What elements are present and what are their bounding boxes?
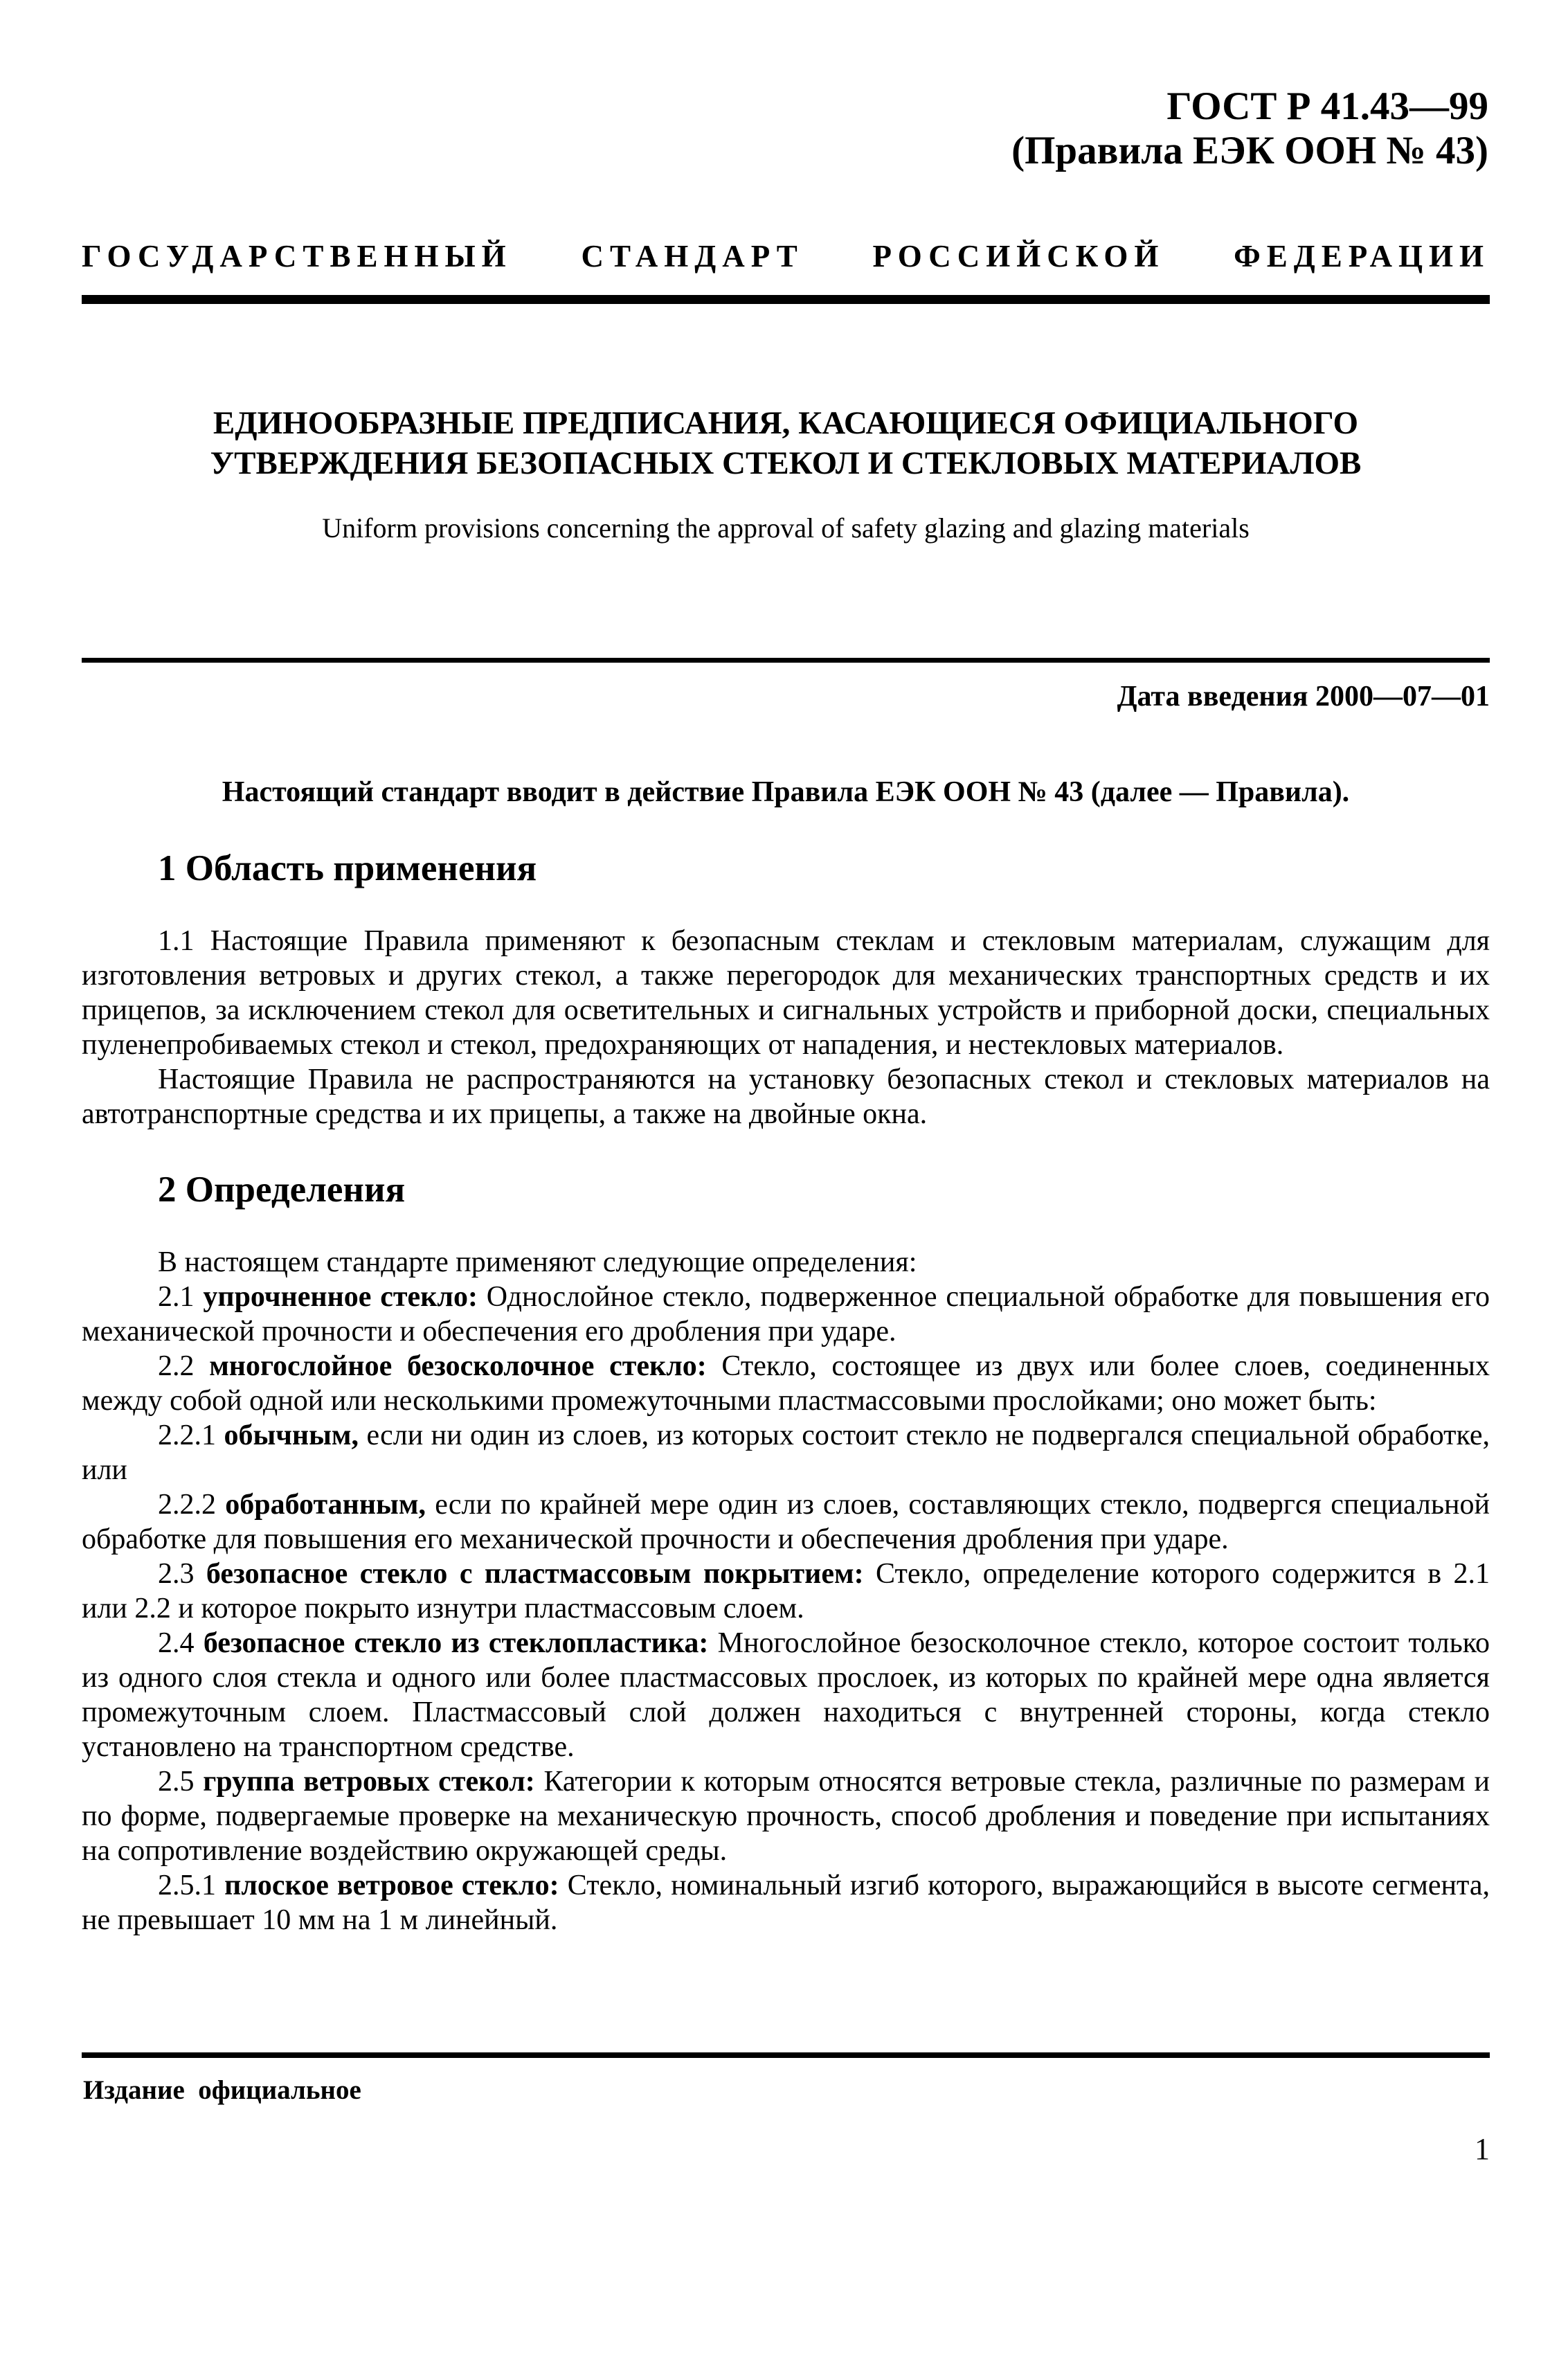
body-text: Стекло, состоящее из двух или более слоев, соединенных между собой одной или несколькими промежуточными пластмассовыми прослойками; оно может быть: xyxy=(82,1350,1490,1417)
defined-term: группа ветровых стекол: xyxy=(203,1766,535,1798)
document-title-ru-line2: УТВЕРЖДЕНИЯ БЕЗОПАСНЫХ СТЕКОЛ И СТЕКЛОВЫХ МАТЕРИАЛОВ xyxy=(210,445,1362,481)
body-text: 2.2 xyxy=(158,1350,210,1382)
body-text: Однослойное стекло, подверженное специальной обработке для повышения его механической прочности и обеспечения его дробления при ударе. xyxy=(82,1281,1490,1347)
defined-term: многослойное безосколочное стекло: xyxy=(209,1350,707,1382)
thick-divider-rule xyxy=(82,295,1490,304)
body-text: 2.5.1 xyxy=(158,1870,225,1901)
body-text: Настоящие Правила не распространяются на установку безопасных стекол и стекловых материалов на автотранспортные средства и их прицепы, а также на двойные окна. xyxy=(82,1064,1490,1130)
effective-date: Дата введения 2000—07—01 xyxy=(1117,681,1490,713)
paragraph xyxy=(82,1418,1490,1487)
official-edition-note: Издание официальное xyxy=(83,2075,361,2105)
defined-term: обработанным, xyxy=(225,1489,426,1521)
paragraph xyxy=(82,1487,1490,1557)
paragraph xyxy=(82,1626,1490,1764)
defined-term: упрочненное стекло: xyxy=(203,1281,478,1313)
paragraph xyxy=(82,1280,1490,1349)
paragraph xyxy=(82,1349,1490,1418)
paragraph xyxy=(82,1245,1490,1280)
body-text: если по крайней мере один из слоев, составляющих стекло, подвергся специальной обработке для повышения его механической прочности и обеспечения дробления при ударе. xyxy=(82,1489,1490,1555)
body-text: 1.1 Настоящие Правила применяют к безопасным стеклам и стекловым материалам, служащим для изготовления ветровых и других стекол, а также перегородок для механических транспортных средств и их прицепов, за исключением стекол для осветительных и сигнальных устройств и приборной доски, специальных пуленепробиваемых стекол и стекол, предохраняющих от нападения, и нестекловых материалов. xyxy=(82,925,1490,1061)
defined-term: безопасное стекло из стеклопластика: xyxy=(203,1627,709,1659)
paragraph xyxy=(82,1764,1490,1868)
intro-note: Настоящий стандарт вводит в действие Правила ЕЭК ООН № 43 (далее — Правила). xyxy=(222,776,1350,808)
body-text: 2.2.2 xyxy=(158,1489,226,1521)
body-text: если ни один из слоев, из которых состоит стекло не подвергался специальной обработке, или xyxy=(82,1420,1490,1486)
doc-code-line2: (Правила ЕЭК ООН № 43) xyxy=(1011,129,1488,172)
section-heading: 1 Область применения xyxy=(158,848,537,888)
doc-code-block xyxy=(1011,84,1488,173)
defined-term: плоское ветровое стекло: xyxy=(224,1870,559,1901)
body-text: 2.4 xyxy=(158,1627,204,1659)
content-flow xyxy=(82,810,1490,1937)
paragraph xyxy=(82,1062,1490,1131)
paragraph xyxy=(82,924,1490,1062)
footer-divider-rule xyxy=(82,2052,1490,2058)
state-standard-banner: ГОСУДАРСТВЕННЫЙ СТАНДАРТ РОССИЙСКОЙ ФЕДЕРАЦИИ xyxy=(82,239,1490,274)
page-number: 1 xyxy=(1475,2132,1490,2166)
defined-term: обычным, xyxy=(224,1420,359,1451)
body-text: В настоящем стандарте применяют следующие определения: xyxy=(158,1246,917,1278)
document-title-ru xyxy=(82,403,1490,483)
paragraph xyxy=(82,1557,1490,1626)
body-text: Стекло, определение которого содержится в 2.1 или 2.2 и которое покрыто изнутри пластмассовым слоем. xyxy=(82,1558,1490,1624)
body-text: Стекло, номинальный изгиб которого, выражающийся в высоте сегмента, не превышает 10 мм на 1 м линейный. xyxy=(82,1870,1490,1936)
paragraph xyxy=(82,1868,1490,1937)
document-title-ru-line1: ЕДИНООБРАЗНЫЕ ПРЕДПИСАНИЯ, КАСАЮЩИЕСЯ ОФИЦИАЛЬНОГО xyxy=(213,405,1359,441)
section-heading: 2 Определения xyxy=(158,1170,406,1210)
body-text: Категории к которым относятся ветровые стекла, различные по размерам и по форме, подвергаемые проверке на механическую прочность, способ дробления и поведение при испытаниях на сопротивление воздействию окружающей среды. xyxy=(82,1766,1490,1867)
thin-divider-rule xyxy=(82,658,1490,663)
body-text: 2.2.1 xyxy=(158,1420,224,1451)
body-text: 2.1 xyxy=(158,1281,204,1313)
body-text: Многослойное безосколочное стекло, которое состоит только из одного слоя стекла и одного или более пластмассовых прослоек, из которых по крайней мере одна является промежуточным слоем. Пластмассовый слой должен находиться с внутренней стороны, когда стекло установлено на транспортном средстве. xyxy=(82,1627,1490,1763)
body-text: 2.3 xyxy=(158,1558,206,1590)
defined-term: безопасное стекло с пластмассовым покрытием: xyxy=(206,1558,864,1590)
body-text: 2.5 xyxy=(158,1766,204,1798)
document-title-en: Uniform provisions concerning the approval of safety glazing and glazing materials xyxy=(322,512,1250,544)
doc-code-line1: ГОСТ Р 41.43—99 xyxy=(1166,84,1488,128)
